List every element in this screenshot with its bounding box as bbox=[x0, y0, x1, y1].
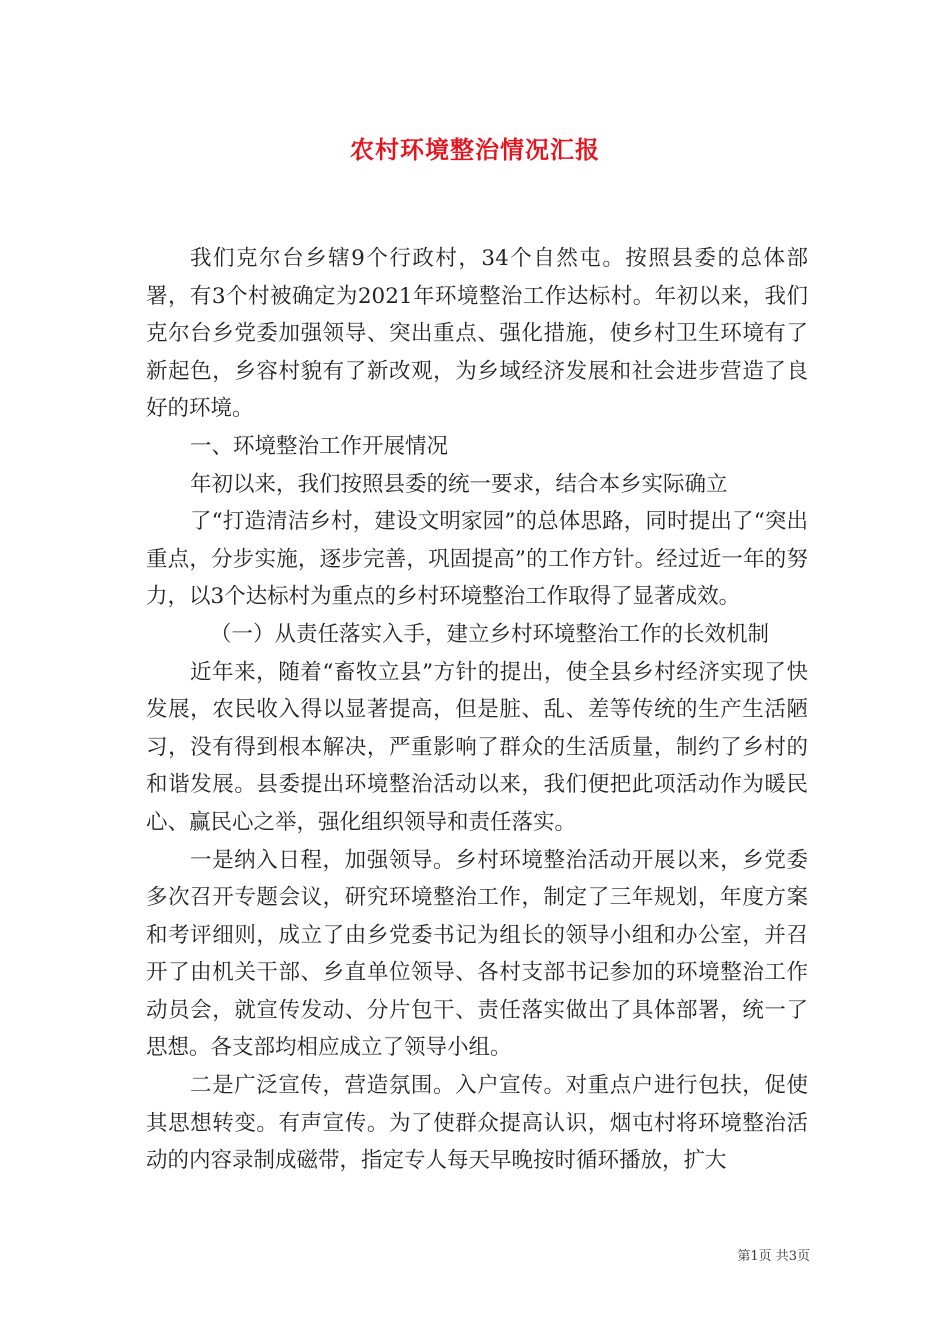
page-number: 第1页 共3页 bbox=[737, 1249, 810, 1264]
paragraph-subsection-1: 近年来，随着“畜牧立县”方针的提出，使全县乡村经济实现了快发展，农民收入得以显著提高，但是脏、乱、差等传统的生产生活陋习，没有得到根本解决，严重影响了群众的生活质量，制约了乡村的和谐发展。县委提出环境整治活动以来，我们便把此项活动作为暖民心、赢民心之举，强化组织领导和责任落实。 bbox=[146, 659, 808, 835]
paragraph-section-1-start: 年初以来，我们按照县委的统一要求，结合本乡实际确立 bbox=[190, 471, 728, 497]
document-title: 农村环境整治情况汇报 bbox=[350, 135, 600, 164]
paragraph-point-2: 二是广泛宣传，营造氛围。入户宣传。对重点户进行包扶，促使其思想转变。有声宣传。为了使群众提高认识，烟屯村将环境整治活动的内容录制成磁带，指定专人每天早晚按时循环播放，扩大 bbox=[146, 1073, 808, 1174]
paragraph-section-1-cont: 了“打造清洁乡村，建设文明家园”的总体思路，同时提出了“突出重点，分步实施，逐步完善，巩固提高”的工作方针。经过近一年的努力，以3个达标村为重点的乡村环境整治工作取得了显著成效。 bbox=[146, 509, 808, 610]
section-heading-1: 一、环境整治工作开展情况 bbox=[190, 433, 449, 459]
paragraph-intro: 我们克尔台乡辖9个行政村，34个自然屯。按照县委的总体部署，有3个村被确定为2021年环境整治工作达标村。年初以来，我们克尔台乡党委加强领导、突出重点、强化措施，使乡村卫生环境有了新起色，乡容村貌有了新改观，为乡域经济发展和社会进步营造了良好的环境。 bbox=[146, 246, 808, 422]
document-body bbox=[146, 240, 808, 1180]
paragraph-point-1: 一是纳入日程，加强领导。乡村环境整治活动开展以来，乡党委多次召开专题会议，研究环境整治工作，制定了三年规划，年度方案和考评细则，成立了由乡党委书记为组长的领导小组和办公室，并召开了由机关干部、乡直单位领导、各村支部书记参加的环境整治工作动员会，就宣传发动、分片包干、责任落实做出了具体部署，统一了思想。各支部均相应成立了领导小组。 bbox=[146, 847, 808, 1061]
subsection-heading-1: （一）从责任落实入手，建立乡村环境整治工作的长效机制 bbox=[210, 621, 770, 647]
